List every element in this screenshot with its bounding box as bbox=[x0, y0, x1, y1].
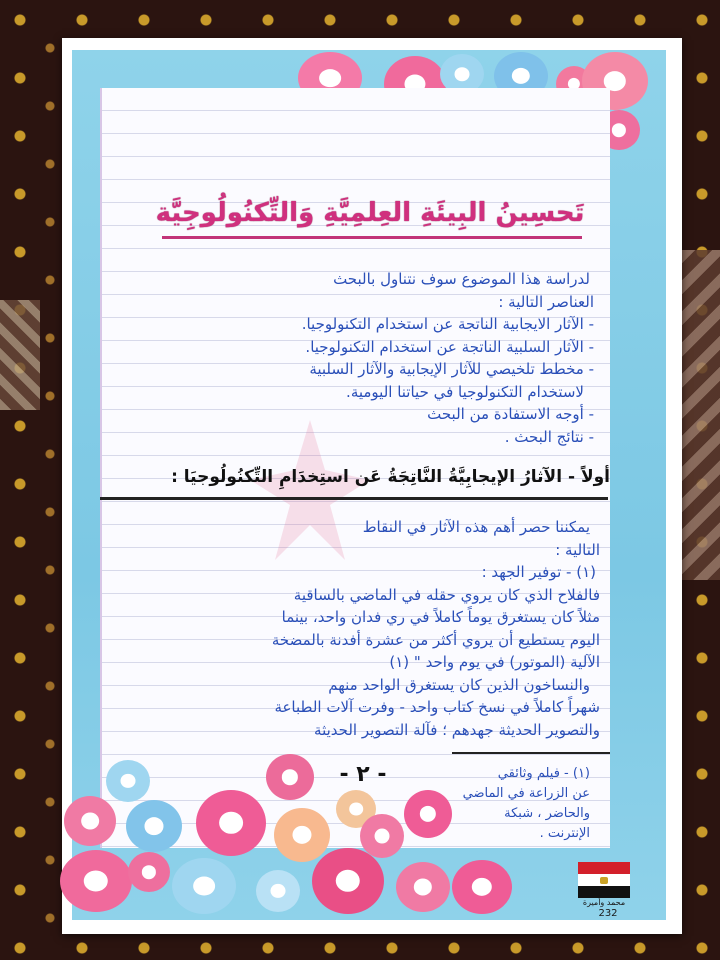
text-line: مثلاً كان يستغرق يوماً كاملاً في ري فدان واحد، بينما bbox=[281, 608, 600, 626]
flower-icon bbox=[60, 850, 132, 912]
text-line: - أوجه الاستفادة من البحث bbox=[427, 405, 594, 423]
rug-pattern-left bbox=[0, 300, 40, 410]
flower-icon bbox=[452, 860, 512, 914]
flower-icon bbox=[360, 814, 404, 858]
flower-icon bbox=[106, 760, 150, 802]
text-line: التالية : bbox=[555, 540, 600, 559]
text-line: - نتائج البحث . bbox=[504, 427, 594, 446]
text-line: والنساخون الذين كان يستغرق الواحد منهم bbox=[328, 675, 590, 694]
flower-icon bbox=[256, 870, 300, 912]
flower-icon bbox=[196, 790, 266, 856]
text-line: لدراسة هذا الموضوع سوف نتناول بالبحث bbox=[333, 270, 590, 288]
text-line: العناصر التالية : bbox=[498, 292, 594, 311]
flag-caption: محمد وأميرة bbox=[582, 898, 626, 907]
text-line: - مخطط تلخيصي للآثار الإيجابية والآثار السلبية bbox=[309, 360, 594, 378]
title-underline bbox=[162, 236, 582, 239]
flower-icon bbox=[126, 800, 182, 852]
footnote-line: الإنترنت . bbox=[539, 826, 590, 841]
section-heading: أولاً - الآثارُ الإيجابِيَّةُ النَّاتِجَةُ عَن استِخدَامِ التِّكنُولُوجيَا : bbox=[171, 467, 610, 487]
flower-icon bbox=[128, 852, 170, 892]
footnote-line: والحاضر ، شبكة bbox=[504, 806, 590, 821]
footnote-line: عن الزراعة في الماضي bbox=[462, 786, 590, 801]
text-line: الآلية (الموتور) في يوم واحد " (١) bbox=[389, 653, 600, 671]
flower-icon bbox=[404, 790, 452, 838]
text-line: لاستخدام التكنولوجيا في حياتنا اليومية. bbox=[346, 382, 584, 401]
text-line: (١) - توفير الجهد : bbox=[481, 563, 596, 581]
body-text bbox=[104, 516, 600, 741]
intro-text bbox=[104, 268, 594, 448]
flower-icon bbox=[396, 862, 450, 912]
footnote-line: (١) - فيلم وثائقي bbox=[497, 766, 590, 781]
text-line: فالفلاح الذي كان يروي حقله في الماضي بالساقية bbox=[293, 585, 600, 604]
page-code: 232 bbox=[598, 908, 618, 919]
egypt-flag-icon bbox=[578, 862, 630, 898]
text-line: شهراً كاملاً في نسخ كتاب واحد - وفرت آلات الطباعة bbox=[274, 698, 600, 716]
footnote-separator bbox=[452, 752, 610, 754]
text-line: اليوم يستطيع أن يروي أكثر من عشرة أفدنة بالمضخة bbox=[271, 630, 600, 649]
text-line: يمكننا حصر أهم هذه الآثار في النقاط bbox=[362, 518, 590, 536]
footnote bbox=[460, 764, 590, 844]
text-line: - الآثار السلبية الناتجة عن استخدام التكنولوجيا. bbox=[305, 337, 594, 356]
flower-icon bbox=[274, 808, 330, 862]
heading-underline bbox=[100, 497, 608, 500]
flower-icon bbox=[64, 796, 116, 846]
text-line: والتصوير الحديثة جهدهم ؛ فآلة التصوير الحديثة bbox=[314, 720, 600, 739]
text-line: - الآثار الايجابية الناتجة عن استخدام التكنولوجيا. bbox=[301, 315, 594, 333]
flower-icon bbox=[266, 754, 314, 800]
flower-icon bbox=[312, 848, 384, 914]
flower-icon bbox=[172, 858, 236, 914]
page-title: تَحسِينُ البِيئَةِ العِلمِيَّةِ وَالتِّكنُولُوجِيَّة bbox=[155, 198, 585, 228]
page-number: - ٢ - bbox=[339, 762, 387, 787]
